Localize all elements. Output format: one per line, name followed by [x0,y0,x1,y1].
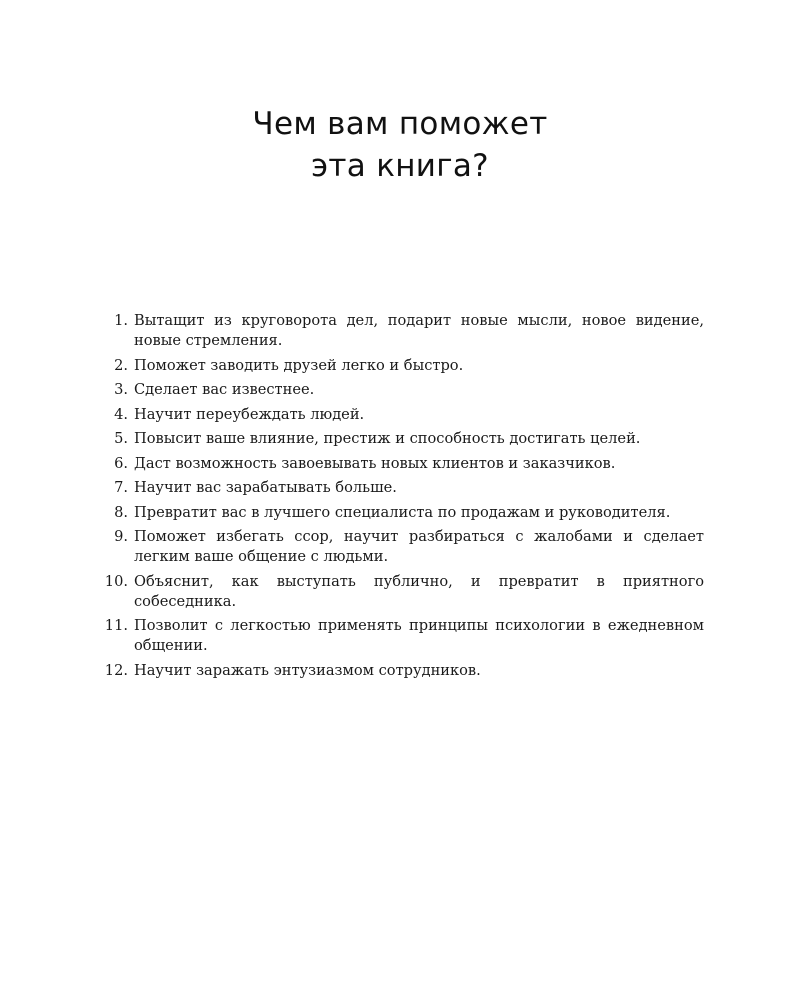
list-item-number: 8. [114,503,128,521]
list-item-number: 7. [114,479,128,496]
list-item-number: 4. [114,405,128,423]
list-item [100,503,704,523]
list-item [100,405,704,425]
list-item-text: Научит переубеждать людей. [134,405,365,423]
list-item-number: 9. [114,528,128,545]
list-item [100,454,704,474]
list-item-text: Поможет заводить друзей легко и быстро. [134,356,464,374]
list-item-number: 2. [114,356,128,374]
page-title-line-1: Чем вам поможет [252,106,548,142]
list-item [100,661,704,681]
list-item-text: Превратит вас в лучшего специалиста по продажам и руководителя. [134,503,671,521]
list-item-number: 1. [114,312,128,329]
list-item-number: 10. [104,572,128,590]
page-title-line-2: эта книга? [311,148,489,184]
list-item [100,527,704,567]
list-item-number: 12. [104,661,128,679]
list-item-text: Даст возможность завоевывать новых клиентов и заказчиков. [134,454,616,472]
list-item-text: Научит заражать энтузиазмом сотрудников. [134,661,481,679]
list-item [100,478,704,498]
list-item-number: 6. [114,454,128,472]
list-item-number: 3. [114,381,128,398]
list-item-text: Научит вас зарабатывать больше. [134,479,397,496]
page-title [0,103,800,187]
list-item [100,356,704,376]
list-item-text: Сделает вас известнее. [134,381,315,398]
list-item [100,616,704,656]
list-item-number: 11. [104,617,128,634]
list-item [100,572,704,612]
list-item [100,429,704,449]
list-item-number: 5. [114,430,128,447]
list-item [100,380,704,400]
list-item-text: Позволит с легкостью применять принципы психологии в ежедневном общении. [134,617,704,654]
list-item-text: Объяснит, как выступать публично, и превратит в приятного собеседника. [134,572,704,610]
benefits-list [100,311,704,685]
list-item-text: Поможет избегать ссор, научит разбираться с жалобами и сделает легким ваше общение с людьми. [134,528,704,565]
list-item-text: Повысит ваше влияние, престиж и способность достигать целей. [134,430,641,447]
list-item [100,311,704,351]
list-item-text: Вытащит из круговорота дел, подарит новые мысли, новое видение, новые стремления. [134,312,704,349]
